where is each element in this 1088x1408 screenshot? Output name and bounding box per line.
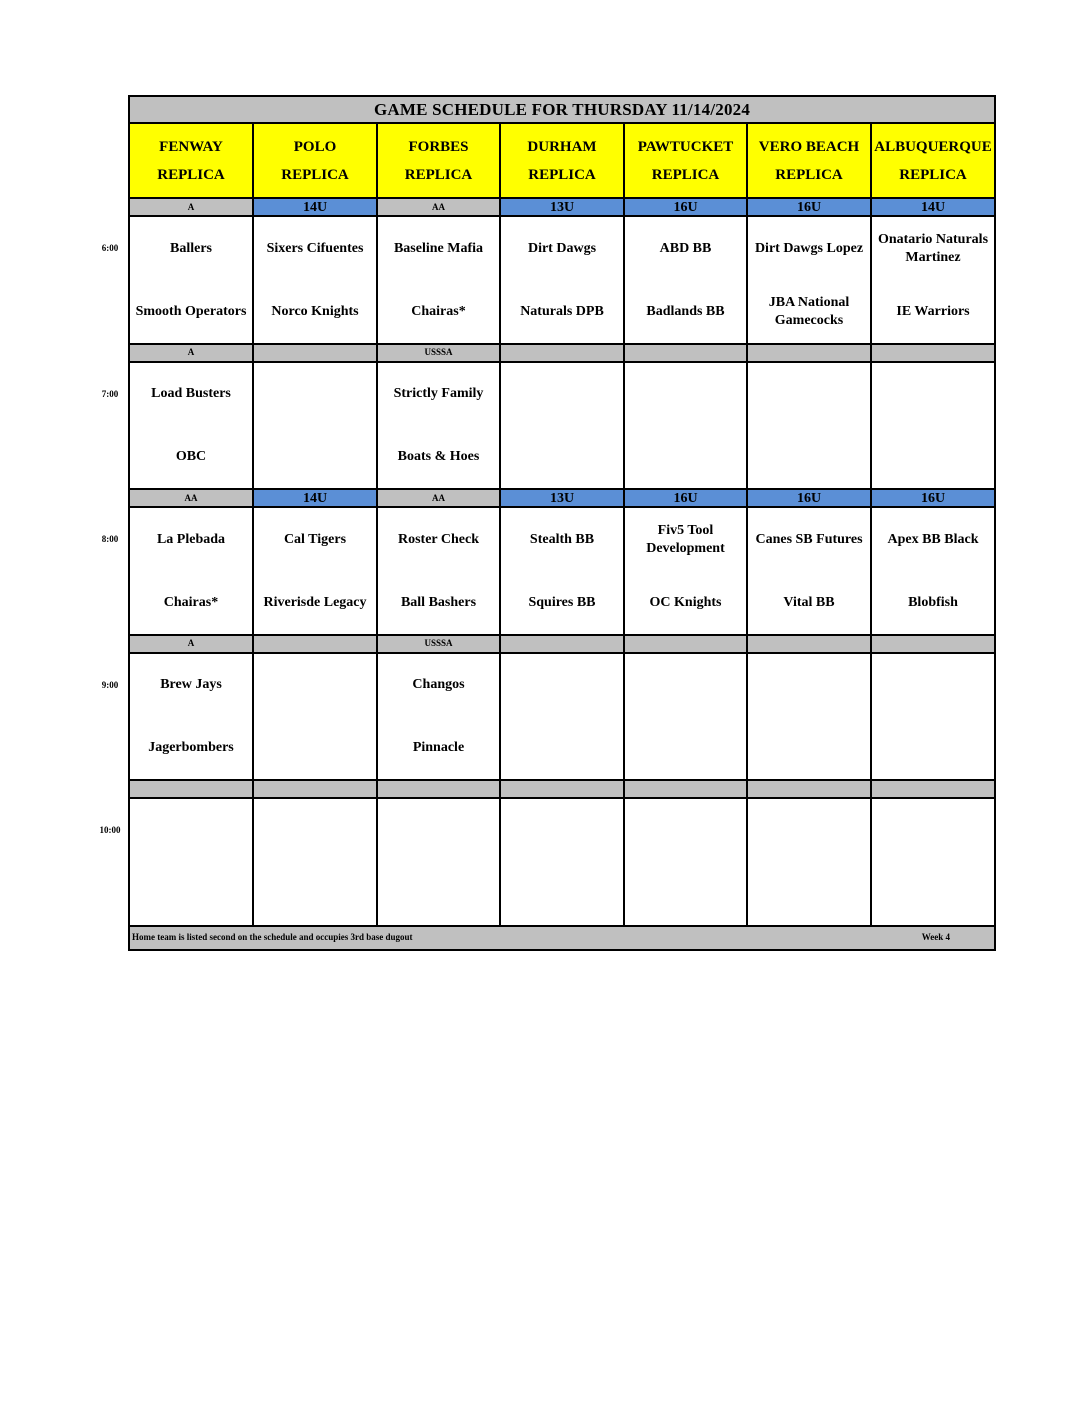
game-cell	[624, 216, 747, 343]
game-matchup	[130, 800, 252, 924]
away-team: Dirt Dawgs Lopez	[754, 240, 864, 256]
away-team: Dirt Dawgs	[527, 240, 597, 256]
game-matchup	[872, 363, 994, 487]
division-row	[129, 344, 995, 362]
game-cell	[377, 362, 500, 489]
game-cell	[500, 798, 624, 925]
game-matchup	[625, 800, 746, 924]
title-row	[129, 96, 995, 123]
game-cell	[253, 216, 377, 343]
game-cell	[253, 362, 377, 489]
away-team	[625, 658, 746, 712]
field-header	[377, 123, 500, 198]
game-cell	[624, 653, 747, 780]
game-cell	[747, 362, 871, 489]
home-team	[872, 722, 994, 774]
away-team	[501, 804, 623, 858]
game-matchup	[501, 800, 623, 924]
home-team: OBC	[175, 449, 207, 465]
home-team	[625, 722, 746, 774]
away-team: Apex BB Black	[887, 531, 979, 547]
home-team: Squires BB	[528, 594, 596, 610]
away-team: Changos	[412, 677, 465, 693]
game-cell	[500, 362, 624, 489]
away-team	[872, 658, 994, 712]
game-matchup	[378, 363, 499, 487]
game-matchup	[254, 509, 376, 633]
game-matchup	[254, 218, 376, 342]
home-team	[501, 431, 623, 483]
game-cell	[500, 653, 624, 780]
field-name: PAWTUCKET	[637, 138, 734, 155]
division-cell: 13U	[500, 489, 624, 507]
game-matchup	[501, 509, 623, 633]
footer-cell	[129, 926, 995, 950]
away-team: Brew Jays	[160, 677, 222, 693]
game-cell	[377, 653, 500, 780]
away-team	[378, 804, 499, 858]
division-cell	[747, 635, 871, 653]
footer	[130, 927, 994, 949]
home-team	[130, 868, 252, 920]
game-cell	[871, 362, 995, 489]
game-matchup	[254, 654, 376, 778]
division-cell	[253, 780, 377, 798]
game-matchup	[872, 218, 994, 342]
game-matchup	[254, 363, 376, 487]
game-cell	[624, 362, 747, 489]
game-cell	[253, 653, 377, 780]
home-team: Pinnacle	[412, 740, 465, 756]
home-team: Boats & Hoes	[397, 449, 480, 465]
home-team: Blobfish	[908, 594, 958, 610]
field-header	[747, 123, 871, 198]
field-name: FENWAY	[159, 138, 223, 155]
away-team: Baseline Mafia	[393, 240, 484, 256]
home-team	[625, 868, 746, 920]
game-matchup	[625, 654, 746, 778]
footer-row	[129, 926, 995, 950]
home-team: JBA National Gamecocks	[768, 294, 850, 328]
away-team	[254, 658, 376, 712]
division-cell	[500, 344, 624, 362]
division-cell: AA	[377, 198, 500, 216]
away-team	[130, 804, 252, 858]
home-team	[748, 431, 870, 483]
game-cell	[129, 362, 253, 489]
division-cell: 16U	[624, 198, 747, 216]
away-team	[254, 804, 376, 858]
division-row	[129, 489, 995, 507]
game-row	[129, 362, 995, 489]
game-cell	[747, 216, 871, 343]
game-row	[129, 507, 995, 634]
game-cell	[129, 216, 253, 343]
home-team	[378, 868, 499, 920]
field-header	[871, 123, 995, 198]
away-team	[625, 804, 746, 858]
division-cell	[129, 780, 253, 798]
home-team	[748, 722, 870, 774]
home-team	[254, 431, 376, 483]
home-team: Ball Bashers	[400, 594, 477, 610]
away-team: ABD BB	[659, 240, 712, 256]
division-cell: 16U	[871, 489, 995, 507]
game-matchup	[748, 800, 870, 924]
schedule-title: GAME SCHEDULE FOR THURSDAY 11/14/2024	[129, 96, 995, 123]
away-team	[254, 367, 376, 421]
division-cell	[500, 780, 624, 798]
game-matchup	[130, 509, 252, 633]
division-cell: 13U	[500, 198, 624, 216]
division-cell	[624, 344, 747, 362]
division-cell	[624, 635, 747, 653]
division-row	[129, 198, 995, 216]
game-matchup	[625, 218, 746, 342]
home-team	[748, 868, 870, 920]
game-cell	[377, 216, 500, 343]
home-team	[501, 868, 623, 920]
footer-note: Home team is listed second on the schedule and occupies 3rd base dugout	[132, 931, 413, 942]
game-cell	[871, 653, 995, 780]
game-cell	[129, 507, 253, 634]
game-matchup	[748, 654, 870, 778]
field-name: FORBES	[408, 138, 469, 155]
home-team: Riverisde Legacy	[263, 594, 367, 610]
game-matchup	[625, 363, 746, 487]
game-matchup	[748, 363, 870, 487]
schedule-table	[128, 95, 996, 951]
away-team: Onatario Naturals Martinez	[877, 231, 989, 265]
game-matchup	[378, 654, 499, 778]
time-label: 7:00	[101, 388, 119, 399]
week-label: Week 4	[921, 931, 950, 942]
field-name: POLO	[293, 138, 337, 155]
home-team	[872, 431, 994, 483]
field-sub: REPLICA	[899, 166, 967, 183]
division-cell: 14U	[871, 198, 995, 216]
field-header	[129, 123, 253, 198]
game-cell	[500, 216, 624, 343]
time-label: 10:00	[99, 825, 121, 836]
away-team	[501, 658, 623, 712]
field-name: ALBUQUERQUE	[874, 138, 992, 155]
division-row	[129, 780, 995, 798]
home-team	[872, 868, 994, 920]
division-cell: 14U	[253, 489, 377, 507]
game-cell	[129, 653, 253, 780]
away-team	[748, 658, 870, 712]
game-matchup	[872, 800, 994, 924]
game-cell	[253, 798, 377, 925]
time-label: 6:00	[101, 243, 119, 254]
home-team: Naturals DPB	[520, 303, 604, 319]
game-matchup	[748, 218, 870, 342]
away-team	[748, 804, 870, 858]
division-cell	[500, 635, 624, 653]
away-team: Stealth BB	[529, 531, 595, 547]
away-team: Roster Check	[397, 531, 479, 547]
game-cell	[747, 798, 871, 925]
field-header	[253, 123, 377, 198]
field-sub: REPLICA	[775, 166, 843, 183]
away-team: Ballers	[170, 240, 212, 256]
game-matchup	[501, 654, 623, 778]
game-cell	[129, 798, 253, 925]
game-cell	[377, 798, 500, 925]
game-matchup	[254, 800, 376, 924]
field-header	[624, 123, 747, 198]
division-cell	[624, 780, 747, 798]
game-cell	[747, 653, 871, 780]
division-cell	[747, 780, 871, 798]
home-team: Chairas*	[163, 594, 219, 610]
home-team: Smooth Operators	[135, 303, 247, 319]
game-matchup	[872, 509, 994, 633]
field-header	[500, 123, 624, 198]
division-cell: A	[129, 635, 253, 653]
game-matchup	[501, 218, 623, 342]
game-matchup	[130, 363, 252, 487]
game-cell	[500, 507, 624, 634]
home-team: Jagerbombers	[148, 740, 234, 756]
away-team	[872, 804, 994, 858]
home-team: Vital BB	[783, 594, 835, 610]
home-team: IE Warriors	[896, 303, 970, 319]
home-team	[501, 722, 623, 774]
away-team: La Plebada	[156, 531, 226, 547]
division-cell: A	[129, 344, 253, 362]
division-cell: USSSA	[377, 635, 500, 653]
division-cell: 14U	[253, 198, 377, 216]
home-team: Badlands BB	[646, 303, 725, 319]
game-cell	[253, 507, 377, 634]
home-team	[625, 431, 746, 483]
away-team: Load Busters	[151, 386, 231, 402]
division-cell	[747, 344, 871, 362]
field-sub: REPLICA	[404, 166, 473, 183]
division-cell	[253, 344, 377, 362]
division-cell: 16U	[747, 489, 871, 507]
game-row	[129, 798, 995, 925]
game-row	[129, 653, 995, 780]
home-team: OC Knights	[649, 594, 722, 610]
away-team	[501, 367, 623, 421]
field-sub: REPLICA	[281, 166, 349, 183]
field-name: DURHAM	[527, 138, 597, 155]
division-cell: USSSA	[377, 344, 500, 362]
field-sub: REPLICA	[157, 166, 225, 183]
home-team	[254, 722, 376, 774]
game-row	[129, 216, 995, 343]
division-cell	[253, 635, 377, 653]
division-cell	[871, 780, 995, 798]
away-team: Sixers Cifuentes	[266, 240, 364, 256]
time-label: 9:00	[101, 679, 119, 690]
field-name: VERO BEACH	[758, 138, 860, 155]
game-cell	[377, 507, 500, 634]
home-team	[254, 868, 376, 920]
division-cell: AA	[129, 489, 253, 507]
away-team	[625, 367, 746, 421]
game-matchup	[130, 218, 252, 342]
game-cell	[871, 798, 995, 925]
home-team: Chairas*	[411, 303, 466, 319]
game-cell	[871, 507, 995, 634]
game-matchup	[378, 218, 499, 342]
division-cell	[377, 780, 500, 798]
division-cell	[871, 635, 995, 653]
game-cell	[624, 507, 747, 634]
home-team: Norco Knights	[271, 303, 359, 319]
game-cell	[624, 798, 747, 925]
division-cell: 16U	[624, 489, 747, 507]
away-team: Cal Tigers	[283, 531, 347, 547]
field-sub: REPLICA	[651, 166, 720, 183]
game-matchup	[625, 509, 746, 633]
field-sub: REPLICA	[528, 166, 596, 183]
away-team: Canes SB Futures	[755, 531, 863, 547]
division-cell	[871, 344, 995, 362]
division-row	[129, 635, 995, 653]
game-matchup	[378, 800, 499, 924]
game-matchup	[501, 363, 623, 487]
away-team	[748, 367, 870, 421]
game-matchup	[130, 654, 252, 778]
division-cell: AA	[377, 489, 500, 507]
away-team: Fiv5 Tool Development	[646, 522, 725, 556]
game-cell	[747, 507, 871, 634]
away-team: Strictly Family	[393, 386, 484, 402]
game-matchup	[872, 654, 994, 778]
game-matchup	[378, 509, 499, 633]
away-team	[872, 367, 994, 421]
time-label: 8:00	[101, 534, 119, 545]
game-matchup	[748, 509, 870, 633]
division-cell: 16U	[747, 198, 871, 216]
division-cell: A	[129, 198, 253, 216]
field-header-row	[129, 123, 995, 198]
game-cell	[871, 216, 995, 343]
